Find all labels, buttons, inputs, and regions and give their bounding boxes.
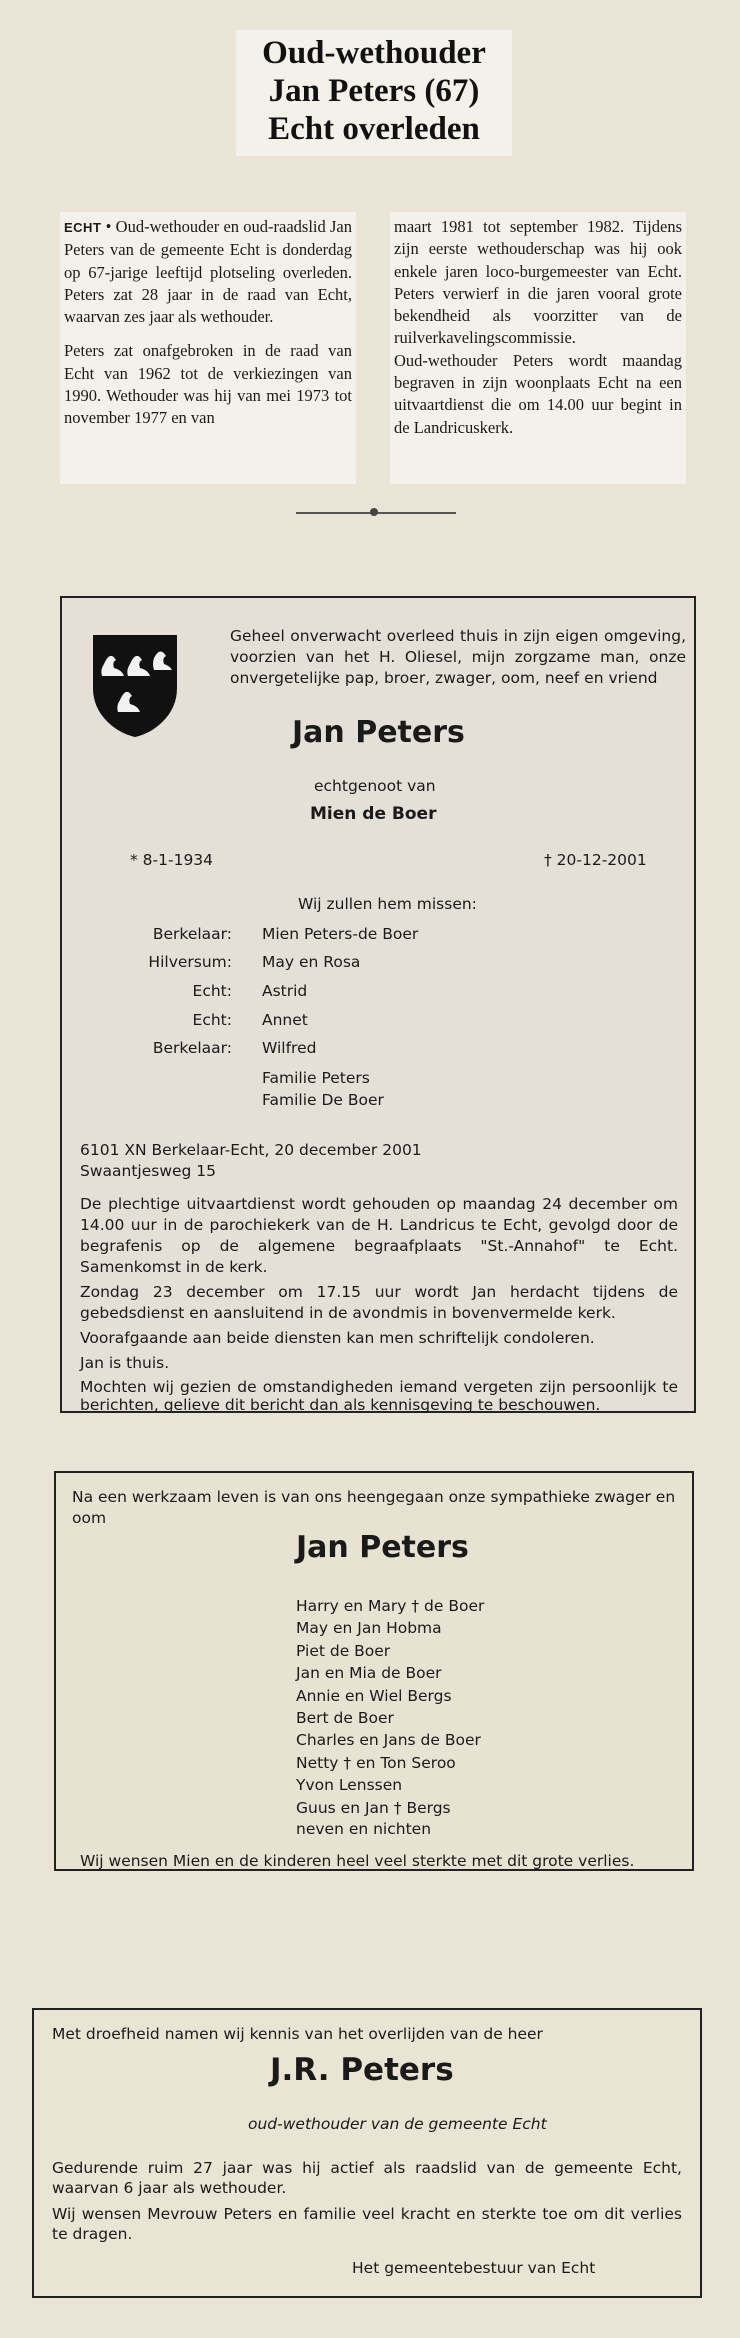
divider-ornament bbox=[370, 508, 378, 516]
article-headline bbox=[236, 30, 512, 156]
relative-names: Familie Peters bbox=[262, 1069, 370, 1087]
address-line: 6101 XN Berkelaar-Echt, 20 december 2001 bbox=[80, 1141, 422, 1159]
notice-paragraph: Voorafgaande aan beide diensten kan men schriftelijk condoleren. bbox=[80, 1329, 595, 1347]
family-list bbox=[296, 1595, 484, 1819]
deceased-name: J.R. Peters bbox=[270, 2052, 454, 2088]
relative-place: Echt: bbox=[192, 982, 232, 1000]
family-member: Netty † en Ton Seroo bbox=[296, 1753, 456, 1772]
relative-names: Astrid bbox=[262, 982, 308, 1000]
deceased-name: Jan Peters bbox=[296, 1530, 469, 1565]
death-date: † 20-12-2001 bbox=[544, 851, 647, 869]
family-member: Yvon Lenssen bbox=[296, 1776, 403, 1795]
death-notice-family bbox=[60, 596, 696, 1413]
death-notice-in-laws bbox=[54, 1471, 694, 1871]
condolence-municipality bbox=[32, 2008, 702, 2298]
notice-intro: Met droefheid namen wij kennis van het overlijden van de heer bbox=[52, 2025, 543, 2043]
family-member: May en Jan Hobma bbox=[296, 1619, 442, 1638]
article-paragraph: maart 1981 tot september 1982. Tijdens zijn eerste wethouderschap was hij ook enkele jaren loco-burgemeester van Echt. Peters verwierf in die jaren vooral grote bekendheid als voorzitter van de ruilverkavelingscommissie. bbox=[394, 217, 682, 348]
relative-names: Annet bbox=[262, 1011, 308, 1029]
family-member: Harry en Mary † de Boer bbox=[296, 1597, 485, 1615]
deceased-role: oud-wethouder van de gemeente Echt bbox=[248, 2115, 547, 2133]
notice-paragraph: Jan is thuis. bbox=[80, 1354, 170, 1372]
relative-names: Mien Peters-de Boer bbox=[262, 925, 419, 943]
relative-names: Wilfred bbox=[262, 1039, 317, 1057]
address-line: Swaantjesweg 15 bbox=[80, 1162, 217, 1180]
relative-names: May en Rosa bbox=[262, 953, 361, 971]
article-paragraph: ECHT • Oud-wethouder en oud-raadslid Jan Peters van de gemeente Echt is donderdag op 67-jarige leeftijd plotseling overleden. Peters zat 28 jaar in de raad van Echt, waarvan zes jaar als wethouder. bbox=[64, 217, 353, 327]
notice-intro: Na een werkzaam leven is van ons heengegaan onze sympathieke zwager en oom bbox=[72, 1488, 676, 1527]
family-member: Bert de Boer bbox=[296, 1709, 394, 1728]
family-member: Annie en Wiel Bergs bbox=[296, 1686, 452, 1705]
article-dateline: ECHT bbox=[64, 220, 102, 235]
miss-heading: Wij zullen hem missen: bbox=[298, 895, 477, 913]
article-paragraph: Oud-wethouder Peters wordt maandag begraven in zijn woonplaats Echt na een uitvaartdienst die om 14.00 uur begint in de Landricuskerk. bbox=[394, 350, 682, 437]
signature: Het gemeentebestuur van Echt bbox=[352, 2259, 596, 2277]
family-member: Jan en Mia de Boer bbox=[296, 1664, 442, 1683]
notice-intro: Geheel onverwacht overleed thuis in zijn eigen omgeving, voorzien van het H. Oliesel, mijn zorgzame man, onze onvergetelijke pap, broer, zwager, oom, neef en vriend bbox=[230, 627, 686, 687]
headline-line-2: Jan Peters (67) bbox=[268, 73, 480, 109]
family-member: Guus en Jan † Bergs bbox=[296, 1798, 451, 1817]
notice-paragraph: De plechtige uitvaartdienst wordt gehouden op maandag 24 december om 14.00 uur in de parochiekerk van de H. Landricus te Echt, gevolgd door de begrafenis op de algemene begraafplaats "St.-Annahof" te Echt. Samenkomst in de kerk. bbox=[80, 1195, 678, 1276]
relative-place: Hilversum: bbox=[148, 953, 232, 971]
family-member: Piet de Boer bbox=[296, 1641, 391, 1660]
relative-names: Familie De Boer bbox=[262, 1091, 384, 1109]
article-column-2 bbox=[390, 212, 686, 484]
coat-of-arms-icon bbox=[92, 634, 178, 738]
article-paragraph: Peters zat onafgebroken in de raad van Echt van 1962 tot de verkiezingen van 1990. Wethouder was hij van mei 1973 tot november 1977 en van bbox=[64, 341, 352, 428]
headline-line-1: Oud-wethouder bbox=[262, 35, 486, 71]
article-column-1 bbox=[60, 212, 356, 484]
relative-place: Berkelaar: bbox=[152, 925, 232, 943]
relative-place: Berkelaar: bbox=[152, 1039, 232, 1057]
notice-closing: Wij wensen Mien en de kinderen heel veel sterkte met dit grote verlies. bbox=[80, 1852, 635, 1870]
birth-date: * 8-1-1934 bbox=[130, 851, 214, 869]
notice-paragraph: Mochten wij gezien de omstandigheden iemand vergeten zijn persoonlijk te berichten, gelieve dit bericht dan als kennisgeving te beschouwen. bbox=[80, 1378, 678, 1414]
notice-paragraph: Zondag 23 december om 17.15 uur wordt Jan herdacht tijdens de gebedsdienst en aansluitend in de avondmis in bovenvermelde kerk. bbox=[80, 1283, 678, 1322]
family-member: Charles en Jans de Boer bbox=[296, 1731, 481, 1750]
spouse-label: echtgenoot van bbox=[314, 777, 436, 795]
nephews-line: neven en nichten bbox=[296, 1820, 432, 1838]
notice-paragraph: Gedurende ruim 27 jaar was hij actief als raadslid van de gemeente Echt, waarvan 6 jaar als wethouder. bbox=[52, 2159, 682, 2197]
relative-place: Echt: bbox=[192, 1011, 232, 1029]
notice-paragraph: Wij wensen Mevrouw Peters en familie veel kracht en sterkte toe om dit verlies te dragen. bbox=[52, 2205, 682, 2243]
headline-line-3: Echt overleden bbox=[268, 111, 480, 147]
deceased-name: Jan Peters bbox=[292, 715, 465, 750]
spouse-name: Mien de Boer bbox=[310, 804, 437, 824]
